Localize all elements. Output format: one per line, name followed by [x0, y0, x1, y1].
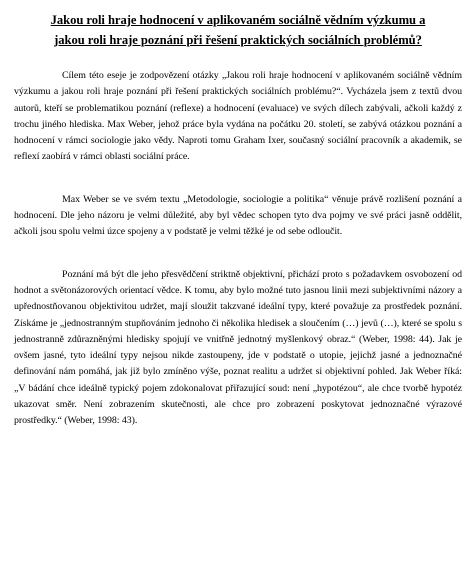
- paragraph-introduction: Cílem této eseje je zodpovězení otázky „Jakou roli hraje hodnocení v aplikovaném sociálně vědním výzkumu a jakou roli hraje poznání při řešení praktických sociálních problému?“. Vycházela jsem z textů dvou autorů, kteří se problematikou poznání (reflexe) a hodnocení (evaluace) ve svých dílech zabývali, ačkoli každý z trochu jiného hlediska. Max Weber, jehož práce byla vydána na počátku 20. století, se zabývá otázkou poznání a hodnocení v rámci sociologie jako vědy. Naproti tomu Graham Ixer, současný sociální pracovník a akademik, se reflexí zaobírá v rámci oblasti sociální práce.: [14, 70, 462, 163]
- paragraph-ideal-types: Poznání má být dle jeho přesvědčení striktně objektivní, přichází proto s požadavkem osvobození od hodnot a světonázorových orientací vědce. K tomu, aby bylo možné tuto jasnou linii mezi subjektivními názory a upřednostňovanou objektivitou udržet, mají sloužit takzvané ideální typy, které považuje za prostředek poznání. Získáme je „jednostranným stupňováním jednoho či několika hledisek a sloučením (…) jevů (…), které se spolu s jednostranně zdůrazněnými hledisky spojují ve vnitřně jednotný myšlenkový obraz.“ (Weber, 1998: 44). Jak je ovšem jasné, tyto ideální typy nejsou nikde zastoupeny, jde v podstatě o utopie, jejichž jasné a jednoznačné definování nám pomáhá, jak již bylo zmíněno výše, poznat realitu a udržet si objektivní pohled. Jak Weber říká: „V bádání chce ideálně typický pojem zdokonalovat přiřazující soud: není „hypotézou“, ale chce tvorbě hypotéz ukazovat směr. Není zobrazením skutečnosti, ale chce pro zobrazení poskytovat jednoznačné výrazové prostředky.“ (Weber, 1998: 43).: [14, 268, 462, 427]
- essay-title-line-1: Jakou roli hraje hodnocení v aplikovaném sociálně vědním výzkumu a: [50, 13, 426, 27]
- essay-title-line-2: jakou roli hraje poznání při řešení praktických sociálních problémů?: [54, 33, 422, 47]
- paragraph-weber-distinction: Max Weber se ve svém textu „Metodologie, sociologie a politika“ věnuje právě rozlišení poznání a hodnocení. Dle jeho názoru je velmi důležité, aby byl vědec schopen tyto dva pojmy ve své práci jasně oddělit, ačkoli jsou spolu velmi úzce spojeny a v podstatě je velmi těžké je od sebe odloučit.: [14, 193, 462, 238]
- essay-title: [14, 10, 462, 50]
